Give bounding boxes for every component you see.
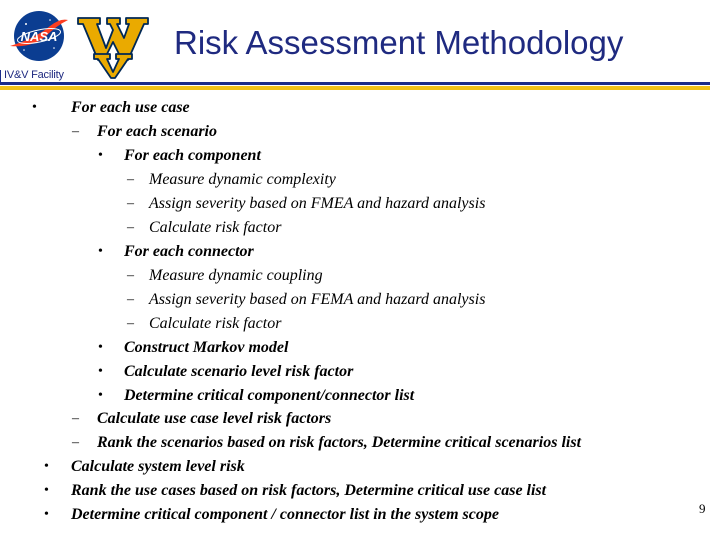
dash-marker: – <box>127 268 134 283</box>
list-item: Rank the use cases based on risk factors, Determine critical use case list <box>71 482 547 499</box>
slide-title: Risk Assessment Methodology <box>174 24 624 61</box>
list-item: Calculate scenario level risk factor <box>124 363 354 380</box>
bullet-marker: • <box>44 507 49 522</box>
page-number: 9 <box>699 501 706 516</box>
list-item: Calculate risk factor <box>149 315 282 332</box>
dash-marker: – <box>72 435 79 450</box>
list-item: For each use case <box>71 99 190 116</box>
bullet-marker: • <box>32 100 37 115</box>
list-item: Assign severity based on FEMA and hazard analysis <box>149 291 486 308</box>
bullet-marker: • <box>44 459 49 474</box>
list-item: Measure dynamic complexity <box>149 171 336 188</box>
dash-marker: – <box>72 124 79 139</box>
list-item: Determine critical component/connector list <box>124 387 415 404</box>
bullet-marker: • <box>98 364 103 379</box>
list-item: Calculate use case level risk factors <box>97 410 332 427</box>
list-item: Rank the scenarios based on risk factors, Determine critical scenarios list <box>97 434 582 451</box>
list-item: Determine critical component / connector list in the system scope <box>71 506 499 523</box>
list-item: For each component <box>124 147 261 164</box>
bullet-marker: • <box>98 388 103 403</box>
bullet-marker: • <box>98 340 103 355</box>
bullet-marker: • <box>44 483 49 498</box>
dash-marker: – <box>127 316 134 331</box>
dash-marker: – <box>127 196 134 211</box>
dash-marker: – <box>127 292 134 307</box>
bullet-marker: • <box>98 244 103 259</box>
list-item: Measure dynamic coupling <box>149 267 323 284</box>
dash-marker: – <box>127 220 134 235</box>
dash-marker: – <box>127 172 134 187</box>
list-item: For each connector <box>124 243 254 260</box>
list-item: Calculate system level risk <box>71 458 245 475</box>
svg-text:NASA: NASA <box>20 29 58 44</box>
list-item: Assign severity based on FMEA and hazard analysis <box>149 195 486 212</box>
dash-marker: – <box>72 411 79 426</box>
list-item: For each scenario <box>97 123 217 140</box>
bullet-marker: • <box>98 148 103 163</box>
facility-label: IV&V Facility <box>4 69 64 81</box>
list-item: Construct Markov model <box>124 339 289 356</box>
list-item: Calculate risk factor <box>149 219 282 236</box>
